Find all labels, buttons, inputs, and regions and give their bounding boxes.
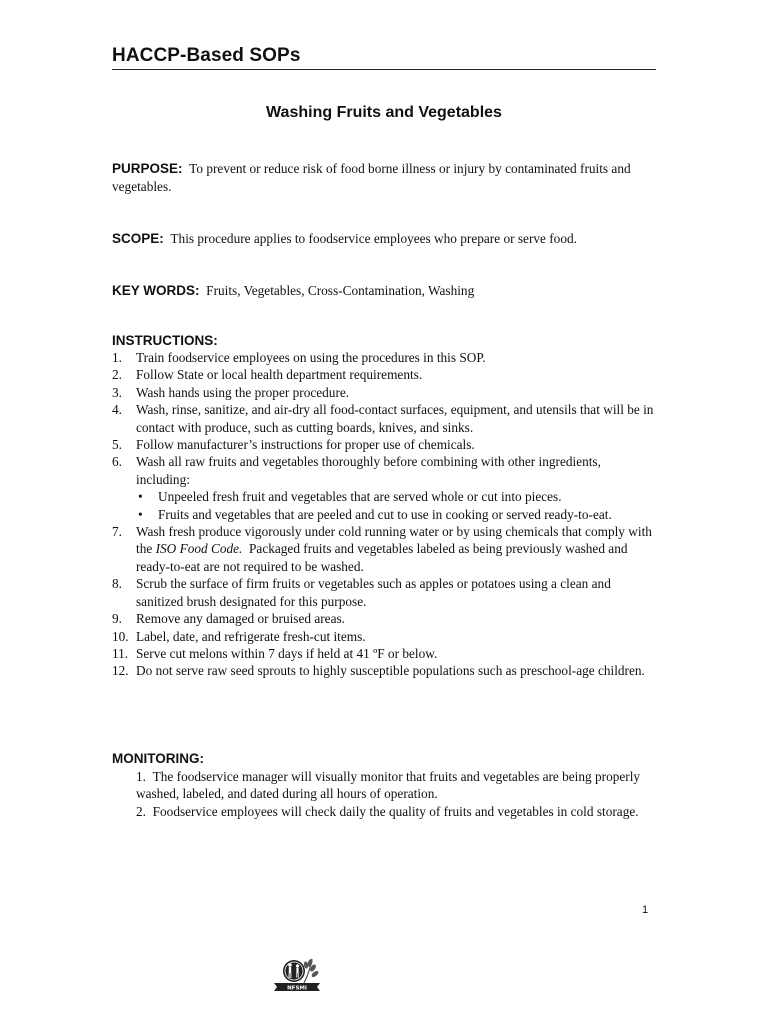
- bullet-icon: •: [138, 489, 143, 505]
- list-item: 1. The foodservice manager will visually monitor that fruits and vegetables are being properly washed, labeled, and dated during all hours of operation.: [136, 769, 641, 802]
- list-item: 2. Follow State or local health department requirements.: [112, 367, 423, 383]
- purpose-text: To prevent or reduce risk of food borne illness or injury by contaminated fruits and vegetables.: [112, 161, 631, 194]
- bullet-item: • Fruits and vegetables that are peeled and cut to use in cooking or served ready-to-eat.: [138, 506, 612, 522]
- list-item: 6. Wash all raw fruits and vegetables thoroughly before combining with other ingredients, including: • Unpeeled fresh fruit and vegetables that are served whole or cut into pieces. • Fruits and vegetables that are peeled and cut to use in cooking or served ready-to-eat.: [112, 453, 658, 523]
- list-item-text: Serve cut melons within 7 days if held at 41 ºF or below.: [136, 645, 438, 661]
- list-item: 1. Train foodservice employees on using the procedures in this SOP.: [112, 350, 486, 365]
- scope-label: SCOPE:: [112, 231, 164, 246]
- document-title: Washing Fruits and Vegetables: [266, 104, 502, 121]
- list-item: 4. Wash, rinse, sanitize, and air-dry all food-contact surfaces, equipment, and utensils that will be in contact with produce, such as cutting boards, knives, and sinks.: [112, 402, 654, 435]
- instructions-heading: INSTRUCTIONS:: [112, 333, 218, 348]
- list-item-text: Follow State or local health department requirements.: [136, 367, 423, 383]
- list-item: 8. Scrub the surface of firm fruits or vegetables such as apples or potatoes using a clean and sanitized brush designated for this purpose.: [112, 576, 611, 609]
- list-item: 7. Wash fresh produce vigorously under cold running water or by using chemicals that comply with the ISO Food Code. Packaged fruits and vegetables labeled as being previously washed and ready-to-eat are not required to be washed.: [112, 524, 652, 574]
- header-divider: [112, 69, 656, 70]
- list-item-text: Wash hands using the proper procedure.: [136, 384, 350, 400]
- list-item: 3. Wash hands using the proper procedure.: [112, 384, 350, 400]
- bullet-item: • Unpeeled fresh fruit and vegetables that are served whole or cut into pieces.: [138, 489, 562, 505]
- purpose-section: [112, 160, 658, 195]
- list-item-text: Scrub the surface of firm fruits or vegetables such as apples or potatoes using a clean and sanitized brush designated for this purpose.: [136, 576, 611, 609]
- monitoring-heading: MONITORING:: [112, 751, 204, 766]
- list-item: 10. Label, date, and refrigerate fresh-cut items.: [112, 628, 366, 644]
- list-item-text: Train foodservice employees on using the procedures in this SOP.: [136, 350, 486, 365]
- page-number: 1: [642, 904, 649, 916]
- list-item-text: Follow manufacturer’s instructions for proper use of chemicals.: [136, 437, 475, 453]
- scope-text: This procedure applies to foodservice employees who prepare or serve food.: [170, 231, 577, 246]
- list-item-text: Do not serve raw seed sprouts to highly susceptible populations such as preschool-age children.: [136, 663, 645, 679]
- list-item-text: Wash all raw fruits and vegetables thoroughly before combining with other ingredients, including:: [136, 454, 601, 487]
- nfsmi-logo-icon: [270, 953, 324, 995]
- list-item: 2. Foodservice employees will check daily the quality of fruits and vegetables in cold storage.: [136, 803, 639, 819]
- food-code-reference: ISO Food Code.: [155, 541, 243, 557]
- monitoring-list: [136, 768, 658, 820]
- list-item-text: Wash, rinse, sanitize, and air-dry all food-contact surfaces, equipment, and utensils that will be in contact with produce, such as cutting boards, knives, and sinks.: [136, 402, 654, 435]
- key-words-label: KEY WORDS:: [112, 283, 200, 298]
- key-words-text: Fruits, Vegetables, Cross-Contamination, Washing: [206, 283, 475, 298]
- list-item: 11. Serve cut melons within 7 days if held at 41 ºF or below.: [112, 645, 438, 661]
- bullet-list: [136, 488, 658, 523]
- bullet-icon: •: [138, 506, 143, 522]
- purpose-label: PURPOSE:: [112, 161, 183, 176]
- list-item: 5. Follow manufacturer’s instructions for proper use of chemicals.: [112, 437, 475, 453]
- logo-text: NFSMI: [287, 985, 307, 992]
- list-item-text: Wash fresh produce vigorously under cold running water or by using chemicals that comply with the: [136, 524, 652, 557]
- scope-section: [112, 230, 658, 248]
- list-item: 12. Do not serve raw seed sprouts to highly susceptible populations such as preschool-age children.: [112, 663, 645, 679]
- list-item-text: Remove any damaged or bruised areas.: [136, 611, 345, 627]
- list-item-text: Label, date, and refrigerate fresh-cut items.: [136, 628, 366, 644]
- instructions-list: [112, 349, 658, 680]
- key-words-section: [112, 282, 658, 300]
- header-title: HACCP-Based SOPs: [112, 45, 301, 66]
- list-item: 9. Remove any damaged or bruised areas.: [112, 611, 345, 627]
